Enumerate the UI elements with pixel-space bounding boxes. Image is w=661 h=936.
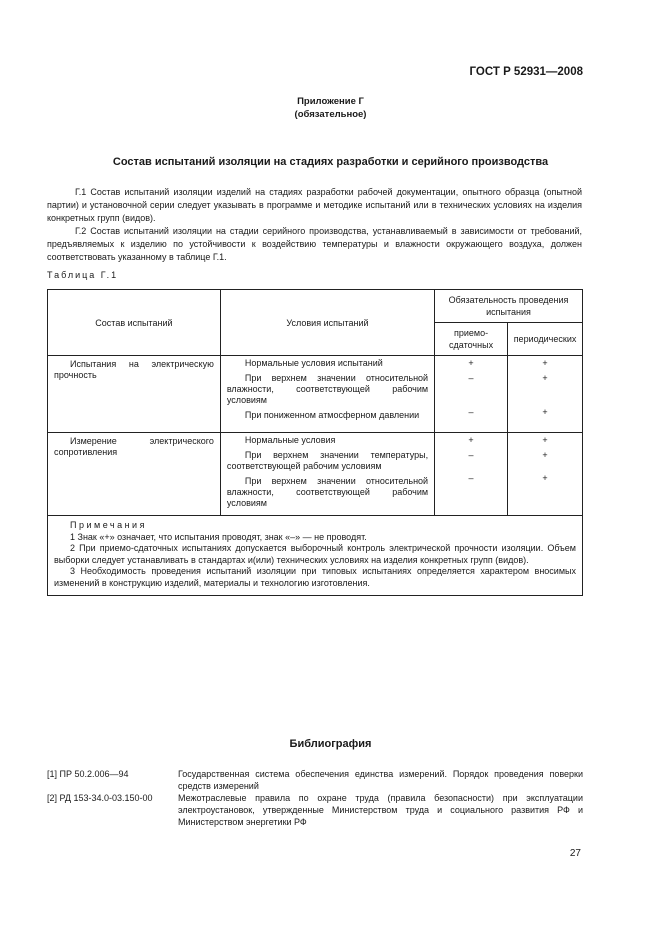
condition-text: Нормальные условия испытаний bbox=[244, 358, 383, 368]
test-composition-table bbox=[47, 289, 583, 596]
bibliography-item bbox=[47, 792, 583, 828]
condition-text: При пониженном атмосферном давлении bbox=[244, 410, 420, 420]
bibliography-item bbox=[47, 768, 583, 792]
table-caption: Таблица Г.1 bbox=[47, 270, 119, 280]
header-composition: Состав испытаний bbox=[48, 290, 221, 356]
note-item: 3 Необходимость проведения испытаний изоляции при типовых испытаниях определяется характером вносимых изменений в конструкцию изделий, материалы и технологию изготовления. bbox=[54, 566, 576, 588]
bibliography-text: Государственная система обеспечения единства измерений. Порядок проведения поверки средств измерений bbox=[178, 769, 583, 791]
note-item: 2 При приемо-сдаточных испытаниях допускается выборочный контроль электрической прочности изоляции. Объем выборки следует устанавливать в стандартах и(или) технических условиях на изделия конкретных групп (видов). bbox=[54, 543, 576, 565]
condition-text: Нормальные условия bbox=[244, 435, 336, 445]
sign: + bbox=[542, 435, 548, 445]
test-name-cell bbox=[48, 356, 221, 433]
table-row bbox=[48, 356, 583, 433]
header-acceptance: приемо-сдаточных bbox=[435, 323, 508, 356]
paragraph-text: Г.2 Состав испытаний изоляции на стадии серийного производства, устанавливаемый в зависимости от требований, предъявляемых к изделию по устойчивости к воздействию температуры и влажности окружающего воздуха, должен соответствовать указанному в таблице Г.1. bbox=[47, 226, 582, 262]
note-item: 1 Знак «+» означает, что испытания проводят, знак «–» — не проводят. bbox=[70, 531, 367, 542]
sign: + bbox=[542, 473, 548, 483]
bibliography-title: Библиография bbox=[289, 738, 372, 750]
sign: – bbox=[468, 473, 474, 483]
test-name-cell bbox=[48, 433, 221, 516]
test-name-word: на bbox=[128, 359, 139, 369]
sign: – bbox=[468, 407, 474, 417]
test-name-word: Испытания bbox=[70, 359, 117, 369]
bibliography-text: Межотраслевые правила по охране труда (правила безопасности) при эксплуатации электроустановок, утвержденные Министерством труда и социального развития РФ и Министерством энергетики РФ bbox=[178, 793, 583, 827]
condition-text: При верхнем значении относительной влажности, соответствующей рабочим условиям bbox=[226, 373, 429, 405]
table-row bbox=[48, 433, 583, 516]
periodic-cell bbox=[508, 433, 583, 516]
sign: + bbox=[468, 358, 474, 368]
conditions-cell bbox=[220, 433, 434, 516]
page-number: 27 bbox=[569, 848, 581, 859]
test-name-rest: прочность bbox=[54, 370, 97, 380]
notes-heading: Примечания bbox=[70, 520, 147, 530]
acceptance-cell bbox=[435, 356, 508, 433]
paragraph-text: Г.1 Состав испытаний изоляции изделий на стадиях разработки рабочей документации, опытного образца (опытной партии) и установочной серии следует указывать в программе и методике испытаний или в технических условиях на изделия конкретных групп (видов). bbox=[47, 187, 582, 223]
sign: – bbox=[468, 373, 474, 383]
condition-text: При верхнем значении относительной влажности, соответствующей рабочим условиям bbox=[226, 476, 429, 508]
test-name-rest: сопротивления bbox=[54, 447, 118, 457]
paragraph-g1 bbox=[47, 186, 582, 225]
bibliography-ref: [2] РД 153-34.0-03.150-00 bbox=[47, 793, 153, 803]
notes-row bbox=[48, 516, 583, 596]
section-title: Состав испытаний изоляции на стадиях разработки и серийного производства bbox=[112, 156, 549, 168]
periodic-cell bbox=[508, 356, 583, 433]
header-conditions: Условия испытаний bbox=[220, 290, 434, 356]
sign: + bbox=[542, 450, 548, 460]
test-name-word: электрическую bbox=[151, 359, 214, 369]
test-name-word: электрического bbox=[149, 436, 214, 446]
bibliography-ref: [1] ПР 50.2.006—94 bbox=[47, 769, 129, 779]
notes-cell bbox=[48, 516, 583, 596]
condition-text: При верхнем значении температуры, соответствующей рабочим условиям bbox=[226, 450, 429, 471]
sign: – bbox=[468, 450, 474, 460]
test-name-word: Измерение bbox=[70, 436, 117, 446]
sign: + bbox=[542, 407, 548, 417]
appendix-title: Приложение Г bbox=[297, 96, 364, 107]
appendix-status: (обязательное) bbox=[294, 109, 367, 120]
conditions-cell bbox=[220, 356, 434, 433]
acceptance-cell bbox=[435, 433, 508, 516]
sign: + bbox=[468, 435, 474, 445]
paragraph-g2 bbox=[47, 225, 582, 264]
sign: + bbox=[542, 373, 548, 383]
header-periodic: периодических bbox=[508, 323, 583, 356]
sign: + bbox=[542, 358, 548, 368]
header-obligation: Обязательность проведения испытания bbox=[435, 290, 583, 323]
standard-code: ГОСТ Р 52931—2008 bbox=[469, 66, 583, 78]
